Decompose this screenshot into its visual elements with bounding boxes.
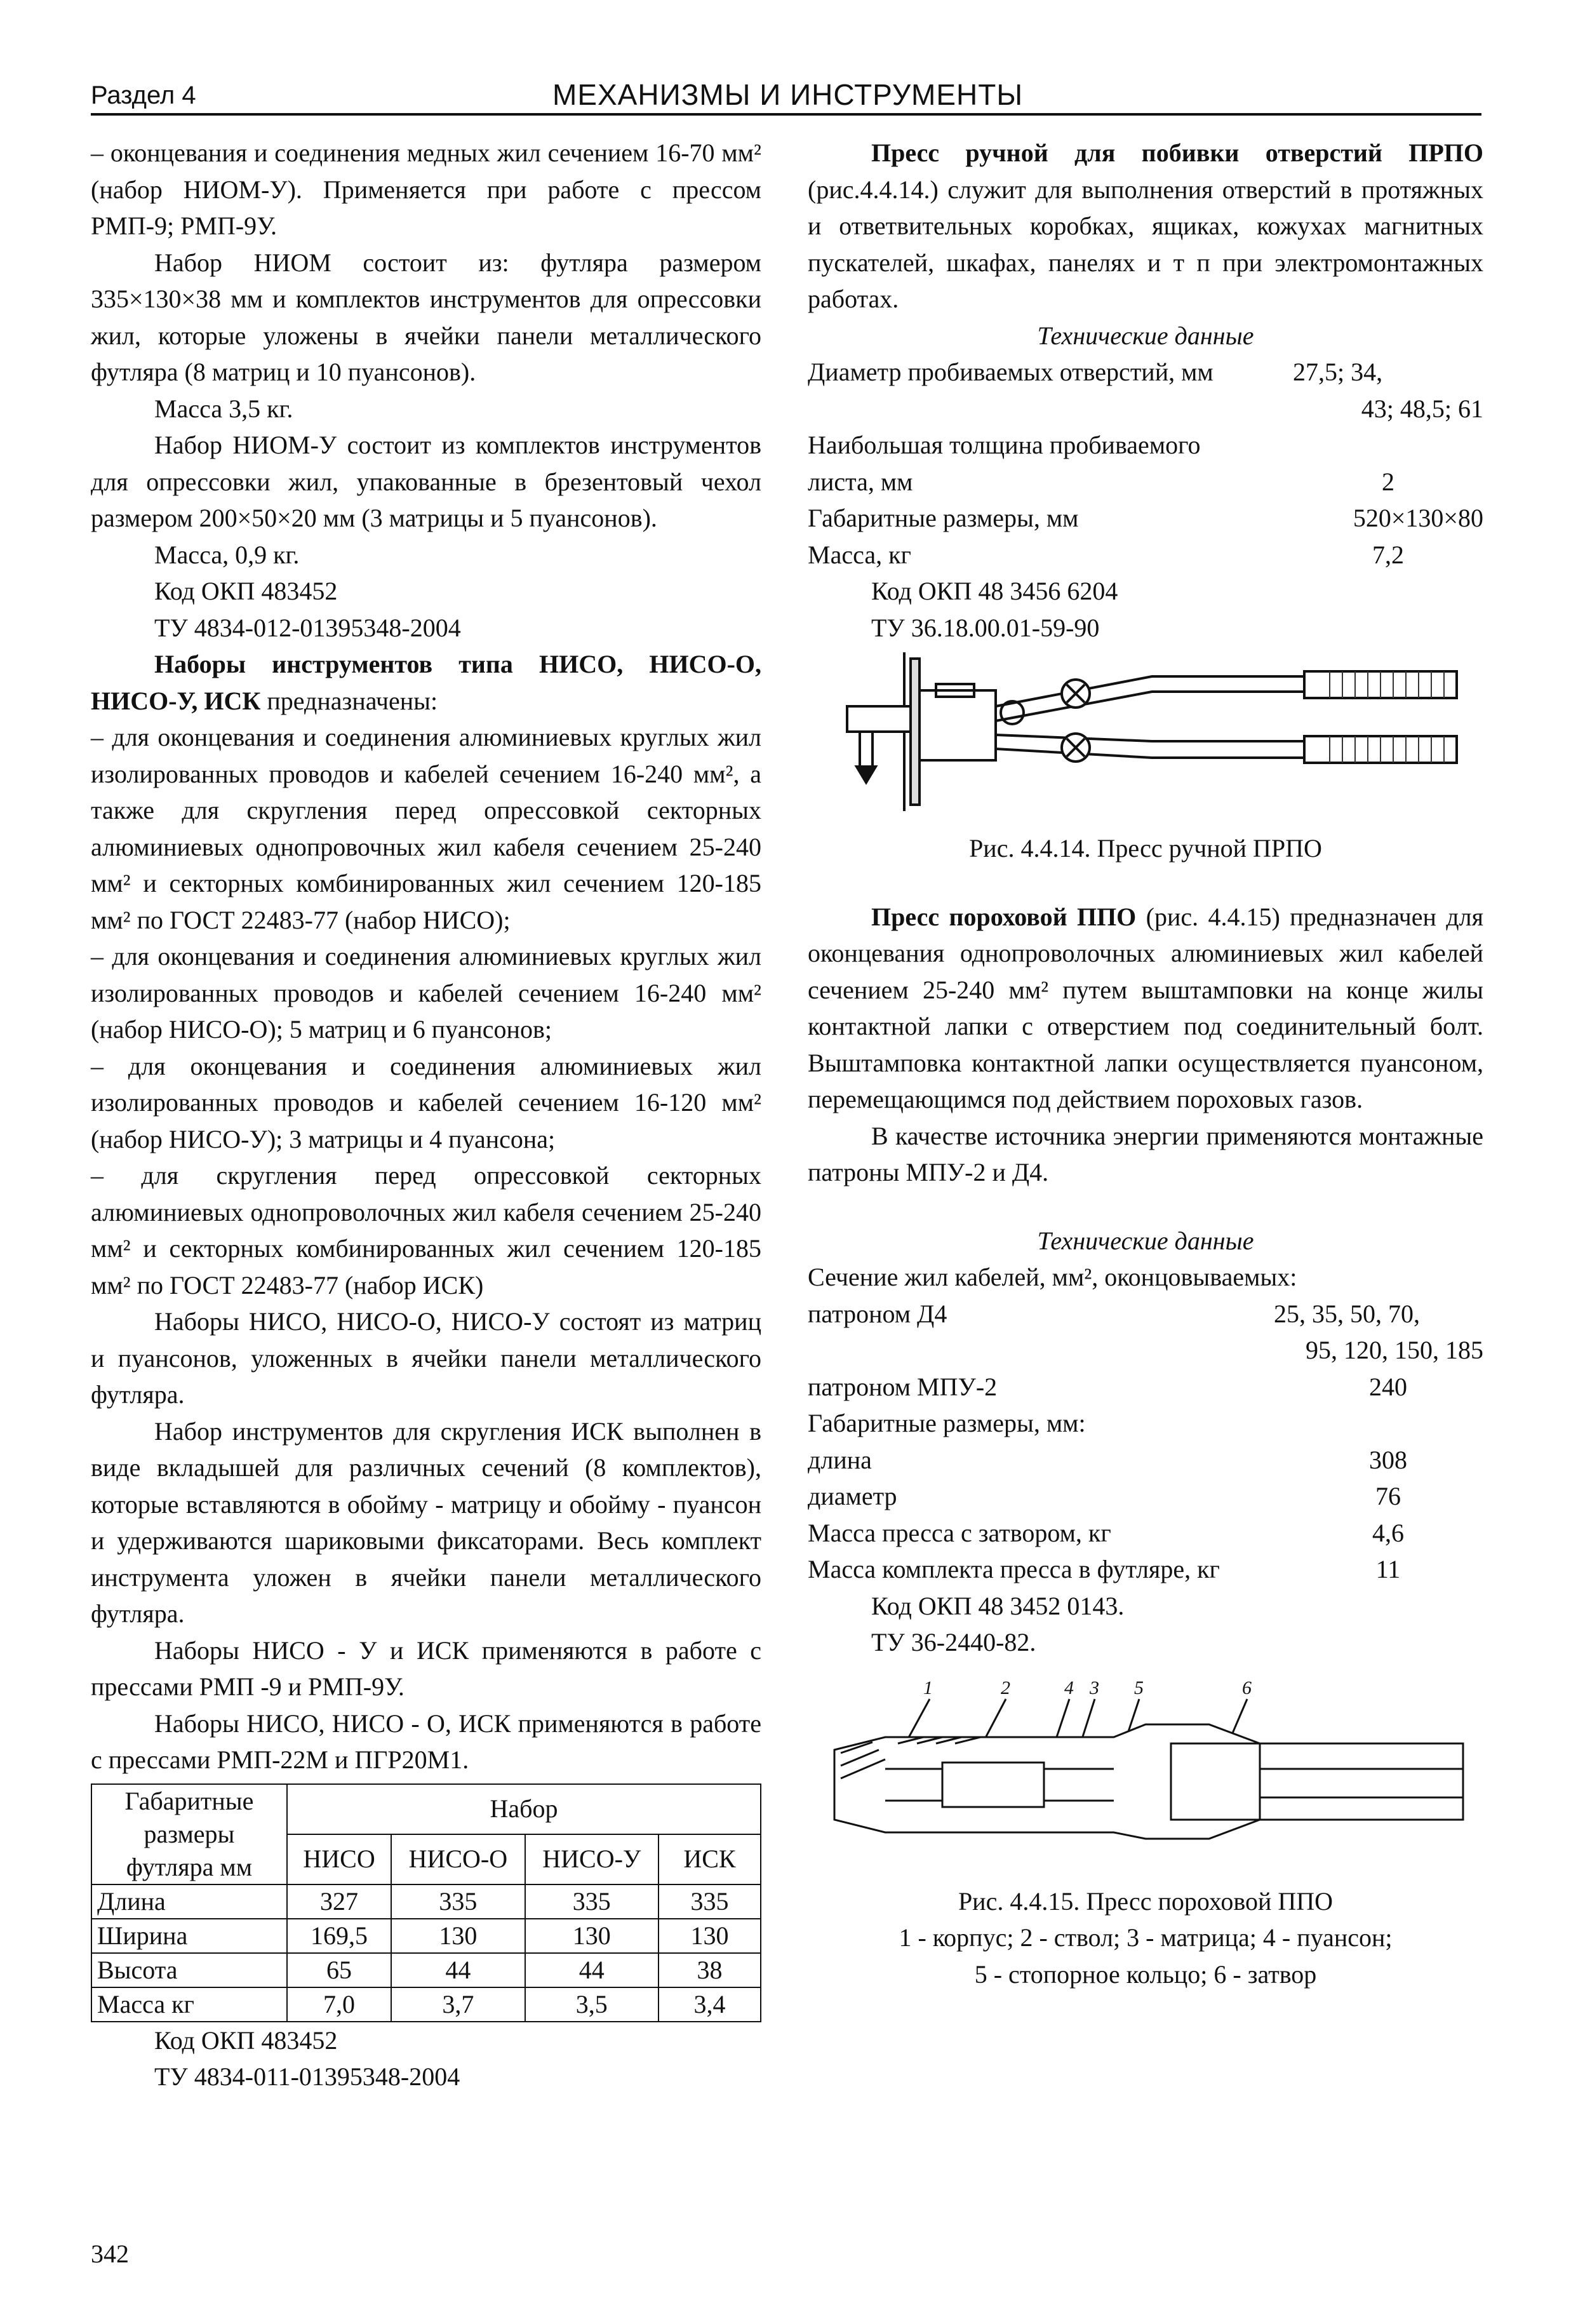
paragraph: Наборы НИСО, НИСО - О, ИСК применяются в работе с прессами РМП-22М и ПГР20М1.: [91, 1709, 761, 1774]
table-cell: Высота: [91, 1953, 287, 1987]
paragraph: – оконцевания и соединения медных жил сечением 16-70 мм² (набор НИОМ-У). Применяется при работе с прессом РМП-9; РМП-9У.: [91, 138, 761, 240]
section-label: Раздел 4: [91, 81, 196, 109]
table-cell: 3,7: [391, 1987, 525, 2022]
tech-data-row: [808, 1332, 1483, 1369]
tech-value: 2: [1382, 467, 1394, 496]
hand-press-illustration: [822, 646, 1469, 817]
bold-lead: Наборы инструментов типа НИСО, НИСО-О, НИСО-У, ИСК: [91, 650, 761, 715]
tech-data-row: [808, 1515, 1483, 1552]
tech-data-title: Технические данные: [1037, 321, 1254, 350]
table-column-header: ИСК: [658, 1834, 761, 1884]
tech-value: 240: [1369, 1372, 1407, 1401]
tech-data-row: [808, 1369, 1483, 1406]
callout-label: 1: [923, 1677, 933, 1698]
lead-rest: предназначены:: [260, 686, 438, 715]
tech-data-title: Технические данные: [1037, 1226, 1254, 1255]
paragraph: Код ОКП 48 3456 6204: [871, 577, 1118, 605]
tech-label: Диаметр пробиваемых отверстий, мм: [808, 358, 1213, 386]
paragraph: – для оконцевания и соединения алюминиевых круглых жил изолированных проводов и кабелей сечением 16-240 мм², а также для скругления перед опрессовкой секторных алюминиевых однопровочных жил кабеля сечением 25-240 мм² и секторных комбинированных жил сечением 120-185 мм² по ГОСТ 22483-77 (набор НИСО);: [91, 723, 761, 934]
tech-label: диаметр: [808, 1482, 897, 1510]
table-row: [91, 1987, 761, 2022]
paragraph: Набор НИОМ состоит из: футляра размером 335×130×38 мм и комплектов инструментов для опрессовки жил, которые уложены в ячейки панели металлического футляра (8 матриц и 10 пуансонов).: [91, 248, 761, 386]
table-cell: 38: [658, 1953, 761, 1987]
left-column: [91, 135, 761, 2095]
paragraph: [91, 646, 761, 719]
table-cell: 335: [391, 1884, 525, 1919]
case-dimensions-table: [91, 1783, 761, 2022]
page-number: 342: [91, 2240, 129, 2268]
table-cell: 130: [525, 1919, 658, 1953]
tech-data-row: [808, 1259, 1483, 1296]
tech-data-row: [808, 391, 1483, 427]
table-column-header: НИСО-О: [391, 1834, 525, 1884]
tech-data-row: [808, 464, 1483, 500]
tech-label: Масса, кг: [808, 540, 911, 569]
tech-label: Габаритные размеры, мм: [808, 504, 1079, 532]
table-corner-header: Габаритные размеры футляра мм: [91, 1784, 287, 1884]
table-cell: Масса кг: [91, 1987, 287, 2022]
table-cell: 130: [391, 1919, 525, 1953]
figure-caption: Рис. 4.4.14. Пресс ручной ПРПО: [969, 834, 1322, 863]
callout-label: 4: [1064, 1677, 1074, 1698]
paragraph: Наборы НИСО - У и ИСК применяются в работе с прессами РМП -9 и РМП-9У.: [91, 1636, 761, 1701]
tech-value: 308: [1369, 1445, 1407, 1474]
bold-lead: Пресс ручной для побивки отверстий ПРПО: [871, 138, 1483, 167]
table-column-header: НИСО: [287, 1834, 391, 1884]
table-cell: Длина: [91, 1884, 287, 1919]
paragraph: Наборы НИСО, НИСО-О, НИСО-У состоят из матриц и пуансонов, уложенных в ячейки панели металлического футляра.: [91, 1307, 761, 1409]
paragraph: [808, 135, 1483, 318]
tech-value: 11: [1375, 1555, 1401, 1583]
paragraph: Код ОКП 48 3452 0143.: [871, 1591, 1125, 1620]
callout-label: 5: [1134, 1677, 1144, 1698]
paragraph: В качестве источника энергии применяются монтажные патроны МПУ-2 и Д4.: [808, 1121, 1483, 1186]
paragraph: ТУ 36-2440-82.: [871, 1628, 1036, 1656]
tech-data-row: [808, 1296, 1483, 1333]
tech-value: 43; 48,5; 61: [1361, 394, 1483, 423]
paragraph: Набор инструментов для скругления ИСК выполнен в виде вкладышей для различных сечений (8 комплектов), которые вставляются в обойму - матрицу и обойму - пуансон и удерживаются шариковыми фиксаторами. Весь комплект инструмента уложен в ячейки панели металлического футляра.: [91, 1416, 761, 1628]
paragraph: Набор НИОМ-У состоит из комплектов инструментов для опрессовки жил, упакованные в брезентовый чехол размером 200×50×20 мм (3 матрицы и 5 пуансонов).: [91, 431, 761, 532]
tech-value: 520×130×80: [1353, 504, 1483, 532]
table-cell: 44: [525, 1953, 658, 1987]
paragraph: ТУ 36.18.00.01-59-90: [871, 613, 1100, 642]
header-rule: [91, 113, 1481, 116]
table-cell: 335: [658, 1884, 761, 1919]
table-cell: 3,5: [525, 1987, 658, 2022]
tech-data-row: [808, 1551, 1483, 1588]
tech-value: 4,6: [1372, 1518, 1404, 1547]
lead-rest: (рис.4.4.14.) служит для выполнения отверстий в протяжных и ответвительных коробках, ящиках, кожухах магнитных пускателей, шкафах, панелях и т п при электромонтажных работах.: [808, 175, 1483, 313]
figure-legend: 5 - стопорное кольцо; 6 - затвор: [974, 1959, 1317, 1989]
tech-value: 7,2: [1372, 540, 1404, 569]
tech-value: 25, 35, 50, 70,: [1274, 1299, 1420, 1328]
tech-label: Масса комплекта пресса в футляре, кг: [808, 1555, 1220, 1583]
table-cell: 169,5: [287, 1919, 391, 1953]
paragraph: Код ОКП 483452: [154, 2025, 338, 2055]
tech-label: Сечение жил кабелей, мм², оконцовываемых:: [808, 1263, 1297, 1291]
bold-lead: Пресс пороховой ППО: [871, 902, 1137, 931]
tech-data-row: [808, 537, 1483, 574]
table-group-header: Набор: [287, 1784, 761, 1834]
table-column-header: НИСО-У: [525, 1834, 658, 1884]
figure-caption: Рис. 4.4.15. Пресс пороховой ППО: [958, 1886, 1334, 1916]
tech-label: длина: [808, 1445, 872, 1474]
callout-label: 3: [1090, 1677, 1099, 1698]
table-row: [91, 1953, 761, 1987]
table-cell: 130: [658, 1919, 761, 1953]
tech-label: патроном Д4: [808, 1299, 947, 1328]
paragraph: [808, 899, 1483, 1118]
paragraph: Масса 3,5 кг.: [154, 394, 293, 423]
table-cell: 44: [391, 1953, 525, 1987]
tech-value: 76: [1375, 1482, 1401, 1510]
tech-data-row: [808, 1478, 1483, 1515]
tech-label: листа, мм: [808, 467, 913, 496]
lead-rest: (рис. 4.4.15) предназначен для оконцевания однопроволочных алюминиевых жил кабелей сечением 25-240 мм² путем выштамповки на конце жилы контактной лапки с отверстием под соединительный болт. Выштамповка контактной лапки осуществляется пуансоном, перемещающимся под действием пороховых газов.: [808, 902, 1484, 1113]
table-cell: 7,0: [287, 1987, 391, 2022]
tech-data-row: [808, 1405, 1483, 1442]
tech-data-row: [808, 427, 1483, 464]
tech-label: Масса пресса с затвором, кг: [808, 1518, 1111, 1547]
table-cell: 65: [287, 1953, 391, 1987]
running-title: МЕХАНИЗМЫ И ИНСТРУМЕНТЫ: [552, 78, 1024, 111]
paragraph: Масса, 0,9 кг.: [154, 540, 300, 569]
table-row: [91, 1919, 761, 1953]
figure-legend: 1 - корпус; 2 - ствол; 3 - матрица; 4 - пуансон;: [899, 1923, 1393, 1952]
table-cell: 335: [525, 1884, 658, 1919]
callout-label: 6: [1242, 1677, 1252, 1698]
table-row: [91, 1884, 761, 1919]
tech-data-row: [808, 500, 1483, 537]
paragraph: – для оконцевания и соединения алюминиевых круглых жил изолированных проводов и кабелей сечением 16-240 мм² (набор НИСО-О); 5 матриц и 6 пуансонов;: [91, 942, 761, 1044]
paragraph: ТУ 4834-011-01395348-2004: [154, 2062, 460, 2091]
tech-value: 95, 120, 150, 185: [1306, 1336, 1483, 1364]
powder-press-illustration: [815, 1674, 1476, 1864]
paragraph: Код ОКП 483452: [154, 577, 338, 605]
callout-label: 2: [1001, 1677, 1010, 1698]
tech-label: Наибольшая толщина пробиваемого: [808, 431, 1201, 459]
paragraph: – для оконцевания и соединения алюминиевых жил изолированных проводов и кабелей сечением 16-120 мм² (набор НИСО-У); 3 матрицы и 4 пуансона;: [91, 1051, 761, 1153]
table-cell: 327: [287, 1884, 391, 1919]
table-cell: Ширина: [91, 1919, 287, 1953]
table-cell: 3,4: [658, 1987, 761, 2022]
tech-data-row: [808, 1442, 1483, 1479]
tech-value: 27,5; 34,: [1293, 358, 1383, 386]
paragraph: ТУ 4834-012-01395348-2004: [154, 613, 461, 642]
tech-data-row: [808, 354, 1483, 391]
paragraph: – для скругления перед опрессовкой секторных алюминиевых однопроволочных жил кабеля сечением 25-240 мм² и секторных комбинированных жил сечением 120-185 мм² по ГОСТ 22483-77 (набор ИСК): [91, 1161, 761, 1300]
tech-label: Габаритные размеры, мм:: [808, 1409, 1086, 1437]
tech-label: патроном МПУ-2: [808, 1372, 998, 1401]
right-column: [808, 135, 1483, 1992]
